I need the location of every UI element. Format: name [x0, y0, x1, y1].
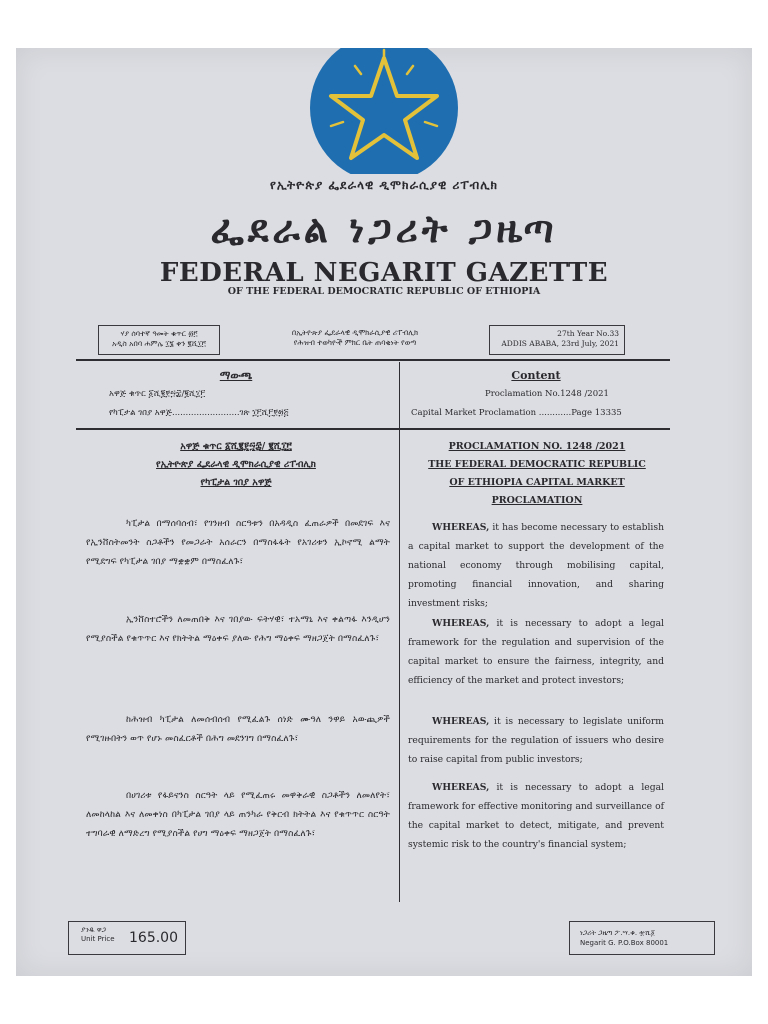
whereas-label-2: WHEREAS,: [432, 618, 490, 629]
issue-date-amharic: አዲስ አበባ ሐምሌ ፲፮ ቀን ፪ሺ፲፫: [112, 339, 206, 348]
divider-top: [76, 359, 670, 361]
toc-english-line-1: Proclamation No.1248 /2021: [485, 389, 609, 399]
issue-year-english: 27th Year No.33: [557, 329, 619, 338]
column-divider: [399, 362, 400, 902]
english-paragraph-2-text: it is necessary to adopt a legal framework for the regulation and supervision of the capital market to ensure the fairness, integrity, and efficiency of the market and protect investors;: [408, 618, 664, 686]
english-paragraph-4-text: it is necessary to adopt a legal framework for effective monitoring and surveillance of the capital market to detect, mitigate, and prevent systemic risk to the country's financial system;: [408, 782, 664, 850]
po-box-amharic: ነጋሪት ጋዜጣ ፖ.ሣ.ቁ. ፹ሺ፩: [580, 929, 656, 937]
amharic-gazette-title: ፌደራል ነጋሪት ጋዜጣ: [210, 206, 558, 251]
publisher-line-1: በኢትዮጵያ ፌደራላዊ ዲሞክራሲያዊ ሪፐብሊክ: [291, 328, 419, 337]
english-paragraph-1-text: it has become necessary to establish a capital market to support the development of the national economy through mobilising capital, promoting financial innovation, and sharing investment risks;: [408, 522, 664, 609]
toc-amharic-line-2: የካፒታል ገበያ አዋጅ.........................ገጽ ፲፫ሺ፫፻፴፭: [109, 408, 289, 418]
english-capital-market: OF ETHIOPIA CAPITAL MARKET: [449, 477, 625, 488]
unit-price-value: 165.00: [129, 930, 178, 946]
amharic-paragraph-4: በሀገሪቱ የፋይናንስ ስርዓት ላይ የሚፈጠሩ መዋቅራዊ ስጋቶችን ለመለየት፣ ለመከላከል እና ለመቀነስ በካፒታል ገበያ ላይ ጠንካራ የቅርብ ክትትል እና የቁጥጥር ስርዓት ተግባራዊ ለማድረግ የሚያስችል የሀግ ማዕቀፍ ማዘጋጀት በማስፈለጉ፣: [86, 790, 390, 839]
contents-heading-amharic: ማውጫ: [219, 369, 253, 382]
amharic-proclamation-name: የካፒታል ገበያ አዋጅ: [200, 477, 272, 488]
toc-amharic-line-1: አዋጅ ቁጥር ፩ሺ፪፻፵፰/፪ሺ፲፫: [109, 389, 206, 399]
amharic-paragraph-1: ካፒታል በማሰባሰብ፣ የገንዘብ ስርዓቱን በአዳዲስ ፈጠራዎች በመደገፍ እና የኢንቨስትመንት ስጋቶችን የመጋራት አሰራርን በማስፋፋት የአገሪቱን ኢኮኖሚ ልማት የሚደግፍ የካፒታል ገበያ ማቋቋም በማስፈለጉ፣: [86, 518, 390, 567]
issue-info-english: [489, 325, 625, 355]
english-paragraph-3: [408, 712, 664, 769]
po-box: [569, 921, 715, 955]
english-gazette-title: FEDERAL NEGARIT GAZETTE: [159, 258, 609, 288]
unit-price-label: [81, 926, 115, 944]
issue-date-english: ADDIS ABABA, 23rd July, 2021: [501, 339, 619, 348]
issue-year-amharic: ሃያ ሰባተኛ ዓመት ቁጥር ፴፫: [120, 329, 198, 338]
divider-contents: [76, 428, 670, 430]
amharic-paragraph-2: ኢንቨስተሮችን ለመጠበቅ እና ገበያው ፍትሃዊ፣ ተአማኒ እና ቀልጣፋ እንዲሆን የሚያስችል የቁጥጥር እና የክትትል ማዕቀፍ ያለው የሕግ ማዕቀፍ ማዘጋጀት በማስፈለጉ፣: [86, 614, 390, 644]
publisher-line-2: የሕዝብ ተወካዮች ምክር ቤት ጠባቂነት የወጣ: [293, 338, 417, 347]
amharic-state-name: የኢትዮጵያ ፌደራላዊ ዲሞክራሲያዊ ሪፐብሊክ: [270, 178, 498, 192]
whereas-label-4: WHEREAS,: [432, 782, 490, 793]
po-box-english: Negarit G. P.O.Box 80001: [580, 939, 669, 947]
english-proclamation-word: PROCLAMATION: [491, 495, 583, 506]
amharic-proclamation-number: አዋጅ ቁጥር ፩ሺ፪፻፵፰/ ፪ሺ፲፫: [180, 441, 292, 452]
english-paragraph-4: [408, 778, 664, 854]
whereas-label-3: WHEREAS,: [432, 716, 490, 727]
toc-english-line-2: Capital Market Proclamation ............Page 13335: [411, 408, 622, 418]
issue-info-amharic: [98, 325, 220, 355]
english-paragraph-1: [408, 518, 664, 613]
english-paragraph-2: [408, 614, 664, 690]
english-proclamation-number: PROCLAMATION NO. 1248 /2021: [448, 441, 626, 452]
whereas-label-1: WHEREAS,: [432, 522, 490, 533]
english-paragraph-3-text: it is necessary to legislate uniform requirements for the regulation of issuers who desire to raise capital from public investors;: [408, 716, 664, 765]
amharic-republic-name: የኢትዮጵያ ፌደራላዊ ዲሞክራሲያዊ ሪፐብሊክ: [156, 459, 316, 470]
unit-price-label-amharic: ያንዱ ዋጋ: [81, 926, 106, 934]
publisher-info: [225, 325, 485, 355]
unit-price-label-english: Unit Price: [81, 935, 115, 943]
gazette-page: [16, 48, 752, 976]
amharic-paragraph-3: ከሕዝብ ካፒታል ለመሰብሰብ የሚፈልጉ ሰነድ ሙዓለ ንዋይ አውጪዎች የሚገዙበትን ወጥ የሆኑ መስፈርቶች በሕግ መደንገግ በማስፈለጉ፣: [86, 714, 390, 744]
english-gazette-subtitle: OF THE FEDERAL DEMOCRATIC REPUBLIC OF ETHIOPIA: [227, 286, 541, 297]
ethiopian-emblem-icon: [309, 48, 459, 174]
unit-price-box: [68, 921, 186, 955]
contents-heading-english: Content: [511, 369, 561, 382]
english-republic-name: THE FEDERAL DEMOCRATIC REPUBLIC: [428, 459, 646, 470]
